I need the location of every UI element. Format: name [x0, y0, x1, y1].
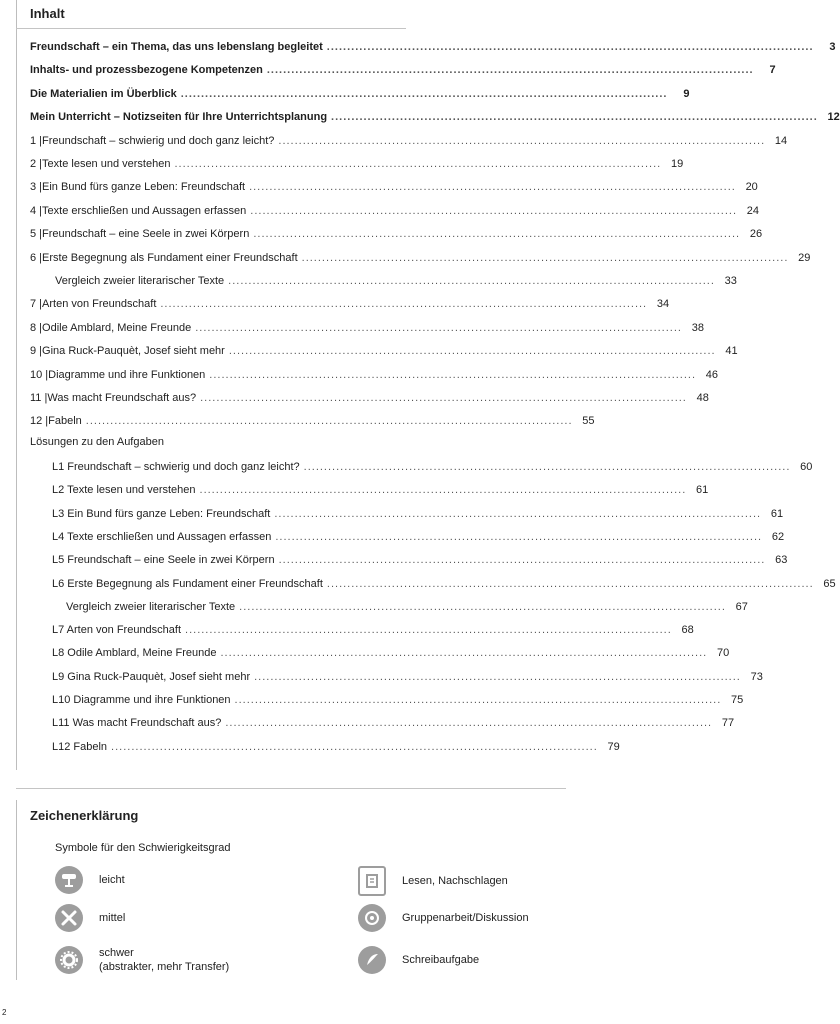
toc-number: 2 | — [30, 158, 43, 170]
legend-item-leicht — [55, 866, 125, 894]
leader-dots: ........................................................................................................................ — [200, 392, 687, 404]
leader-dots: ........................................................................................................................ — [180, 87, 668, 100]
legend-label: leicht — [99, 874, 125, 886]
toc-label: Was macht Freundschaft aus? — [47, 392, 197, 404]
tools-icon — [55, 904, 83, 932]
legend-label: Schreibaufgabe — [402, 954, 480, 966]
leader-dots: ........................................................................................................................ — [220, 647, 708, 660]
solution-label: L4 Texte erschließen und Aussagen erfassen — [52, 530, 272, 543]
toc-entry[interactable] — [30, 225, 763, 243]
toc-page: 55 — [582, 415, 595, 428]
toc-entry[interactable] — [30, 178, 758, 196]
group-discussion-icon — [358, 904, 386, 932]
toc-label: Freundschaft – eine Seele in zwei Körpern — [42, 228, 250, 241]
toc-label: Arten von Freundschaft — [42, 298, 157, 311]
toc-number: 9 | — [30, 345, 43, 358]
leader-dots: ........................................................................................................................ — [274, 507, 762, 520]
legend-label-note: (abstrakter, mehr Transfer) — [99, 961, 230, 973]
toc-entry[interactable] — [30, 389, 709, 407]
toc-label: Fabeln — [48, 415, 82, 428]
leader-dots: ........................................................................................................................ — [225, 717, 713, 730]
toc-number: 5 | — [30, 228, 43, 241]
toc-label: Ein Bund fürs ganze Leben: Freundschaft — [42, 181, 246, 194]
toc-page: 41 — [725, 345, 738, 358]
leader-dots: ........................................................................................................................ — [331, 111, 818, 124]
legend-subheading: Symbole für den Schwierigkeitsgrad — [55, 842, 231, 854]
solution-page: 73 — [750, 670, 763, 683]
title-divider — [16, 28, 406, 29]
legend-item-schwer — [55, 946, 229, 974]
solution-page: 75 — [731, 694, 744, 706]
toc-page: 29 — [798, 251, 811, 264]
solution-entry[interactable] — [52, 691, 744, 709]
solution-page: 79 — [607, 740, 620, 753]
writing-task-icon — [358, 946, 386, 974]
solution-page: 63 — [775, 554, 788, 567]
leader-dots: ........................................................................................................................ — [185, 624, 672, 637]
leader-dots: ........................................................................................................................ — [250, 204, 738, 217]
toc-entry[interactable] — [30, 132, 788, 150]
toc-label: Texte erschließen und Aussagen erfassen — [42, 204, 247, 217]
leader-dots: ........................................................................................................................ — [174, 158, 662, 170]
solution-label: L11 Was macht Freundschaft aus? — [52, 717, 222, 730]
leader-dots: ........................................................................................................................ — [266, 64, 754, 77]
toc-entry[interactable] — [30, 295, 670, 313]
toc-entry[interactable] — [30, 342, 738, 360]
leader-dots: ........................................................................................................................ — [275, 530, 763, 543]
solution-page: 61 — [696, 484, 709, 497]
toc-entry[interactable] — [30, 366, 719, 384]
toc-page: 3 — [829, 41, 836, 53]
toc-number: 6 | — [30, 251, 43, 264]
legend-item-gruppe — [358, 904, 529, 932]
solution-label: L5 Freundschaft – eine Seele in zwei Körpern — [52, 554, 275, 567]
solution-entry[interactable] — [52, 551, 788, 569]
leader-dots: ........................................................................................................................ — [253, 228, 741, 241]
leader-dots: ........................................................................................................................ — [195, 321, 682, 334]
leader-dots: ........................................................................................................................ — [326, 41, 814, 53]
solution-label: L9 Gina Ruck-Pauquèt, Josef sieht mehr — [52, 670, 251, 683]
toc-page: 38 — [691, 321, 704, 334]
legend-label: schwer — [99, 947, 134, 959]
page-number: 2 — [2, 1008, 7, 1017]
toc-page: 12 — [827, 111, 840, 124]
toc-label: Freundschaft – schwierig und doch ganz leicht? — [42, 134, 275, 147]
gear-icon — [55, 946, 83, 974]
toc-number: 12 | — [30, 415, 49, 428]
legend-heading: Zeichenerklärung — [30, 808, 139, 823]
legend-item-lesen — [358, 866, 508, 896]
solution-entry[interactable] — [52, 714, 735, 732]
leader-dots: ........................................................................................................................ — [249, 181, 736, 194]
solution-label: L7 Arten von Freundschaft — [52, 624, 182, 637]
solutions-heading: Lösungen zu den Aufgaben — [30, 436, 164, 448]
toc-label: Texte lesen und verstehen — [42, 158, 171, 170]
solution-entry[interactable] — [52, 738, 620, 756]
book-lookup-icon — [358, 866, 386, 896]
toc-page: 9 — [683, 87, 690, 100]
toc-entry[interactable] — [30, 202, 760, 220]
leader-dots: ........................................................................................................................ — [278, 134, 766, 147]
toc-label: Gina Ruck-Pauquèt, Josef sieht mehr — [42, 345, 225, 358]
solution-label: L3 Ein Bund fürs ganze Leben: Freundschaft — [52, 507, 271, 520]
toc-label: Mein Unterricht – Notizseiten für Ihre Unterrichtsplanung — [30, 111, 328, 124]
solution-page: 68 — [681, 624, 694, 637]
solution-entry[interactable] — [52, 481, 709, 499]
toc-label: Vergleich zweier literarischer Texte — [55, 275, 225, 287]
leader-dots: ........................................................................................................................ — [209, 368, 697, 381]
solution-label: Vergleich zweier literarischer Texte — [66, 600, 236, 613]
leader-dots: ........................................................................................................................ — [254, 670, 741, 683]
solution-entry[interactable] — [52, 458, 813, 476]
legend-label: mittel — [99, 912, 126, 924]
toc-page: 26 — [749, 228, 763, 241]
toc-number: 7 | — [30, 298, 43, 311]
leader-dots: ........................................................................................................................ — [239, 600, 726, 613]
toc-page: 7 — [769, 64, 776, 77]
solution-page: 65 — [823, 577, 836, 590]
toc-number: 4 | — [30, 204, 43, 217]
toc-entry[interactable] — [30, 155, 684, 173]
toc-label: Odile Amblard, Meine Freunde — [42, 321, 192, 334]
solution-entry[interactable] — [52, 575, 836, 593]
leader-dots: ........................................................................................................................ — [326, 577, 814, 590]
solution-page: 62 — [771, 530, 785, 543]
toc-label: Diagramme und ihre Funktionen — [48, 368, 206, 381]
leader-dots: ........................................................................................................................ — [301, 251, 789, 264]
toc-page: 19 — [670, 158, 684, 170]
toc-page: 24 — [746, 204, 760, 217]
toc-entry[interactable] — [30, 108, 840, 126]
solution-entry[interactable] — [66, 598, 748, 616]
toc-page: 46 — [705, 368, 719, 381]
leader-dots: ........................................................................................................................ — [234, 694, 722, 706]
toc-label: Die Materialien im Überblick — [30, 87, 177, 100]
solution-label: L1 Freundschaft – schwierig und doch ganz leicht? — [52, 461, 300, 473]
toc-entry[interactable] — [30, 38, 836, 56]
legend-divider — [16, 788, 566, 789]
leader-dots: ........................................................................................................................ — [160, 298, 648, 311]
toc-entry[interactable] — [30, 319, 704, 337]
toc-number: 3 | — [30, 181, 43, 194]
toc-page: 20 — [745, 181, 758, 194]
solution-label: L6 Erste Begegnung als Fundament einer Freundschaft — [52, 577, 323, 590]
toc-page: 48 — [696, 392, 709, 404]
solution-entry[interactable] — [52, 621, 694, 639]
toc-page: 14 — [774, 134, 788, 147]
toc-label: Freundschaft – ein Thema, das uns lebenslang begleitet — [30, 41, 323, 53]
left-rule-top — [16, 0, 17, 770]
solution-label: L10 Diagramme und ihre Funktionen — [52, 694, 231, 706]
solution-entry[interactable] — [52, 668, 763, 686]
toc-label: Erste Begegnung als Fundament einer Freundschaft — [42, 251, 298, 264]
legend-item-schreib — [358, 946, 479, 974]
table-icon — [55, 866, 83, 894]
toc-entry[interactable] — [30, 412, 595, 430]
solution-entry[interactable] — [52, 644, 730, 662]
solution-label: L12 Fabeln — [52, 740, 108, 753]
legend-label: Gruppenarbeit/Diskussion — [402, 912, 529, 924]
leader-dots: ........................................................................................................................ — [199, 484, 687, 497]
toc-number: 10 | — [30, 368, 49, 381]
toc-entry[interactable] — [30, 249, 811, 267]
toc-label: Inhalts- und prozessbezogene Kompetenzen — [30, 64, 263, 77]
solution-page: 70 — [716, 647, 730, 660]
solution-page: 77 — [721, 717, 735, 730]
solution-page: 60 — [800, 461, 813, 473]
toc-entry[interactable] — [30, 61, 776, 79]
toc-entry[interactable] — [30, 85, 690, 103]
toc-page: 34 — [656, 298, 670, 311]
solution-entry[interactable] — [52, 528, 785, 546]
solution-label: L8 Odile Amblard, Meine Freunde — [52, 647, 217, 660]
toc-number: 8 | — [30, 321, 43, 334]
legend-item-mittel — [55, 904, 125, 932]
leader-dots: ........................................................................................................................ — [228, 275, 715, 287]
toc-entry[interactable] — [55, 272, 737, 290]
solution-page: 67 — [735, 600, 748, 613]
leader-dots: ........................................................................................................................ — [278, 554, 766, 567]
solution-entry[interactable] — [52, 505, 784, 523]
toc-number: 1 | — [30, 134, 43, 147]
leader-dots: ........................................................................................................................ — [111, 740, 598, 753]
toc-number: 11 | — [30, 392, 48, 404]
leader-dots: ........................................................................................................................ — [303, 461, 791, 473]
solution-label: L2 Texte lesen und verstehen — [52, 484, 196, 497]
legend-label: Lesen, Nachschlagen — [402, 875, 508, 887]
leader-dots: ........................................................................................................................ — [228, 345, 716, 358]
left-rule-bottom — [16, 800, 17, 980]
solution-page: 61 — [770, 507, 784, 520]
leader-dots: ........................................................................................................................ — [85, 415, 573, 428]
page-title: Inhalt — [30, 6, 65, 21]
toc-page: 33 — [724, 275, 737, 287]
